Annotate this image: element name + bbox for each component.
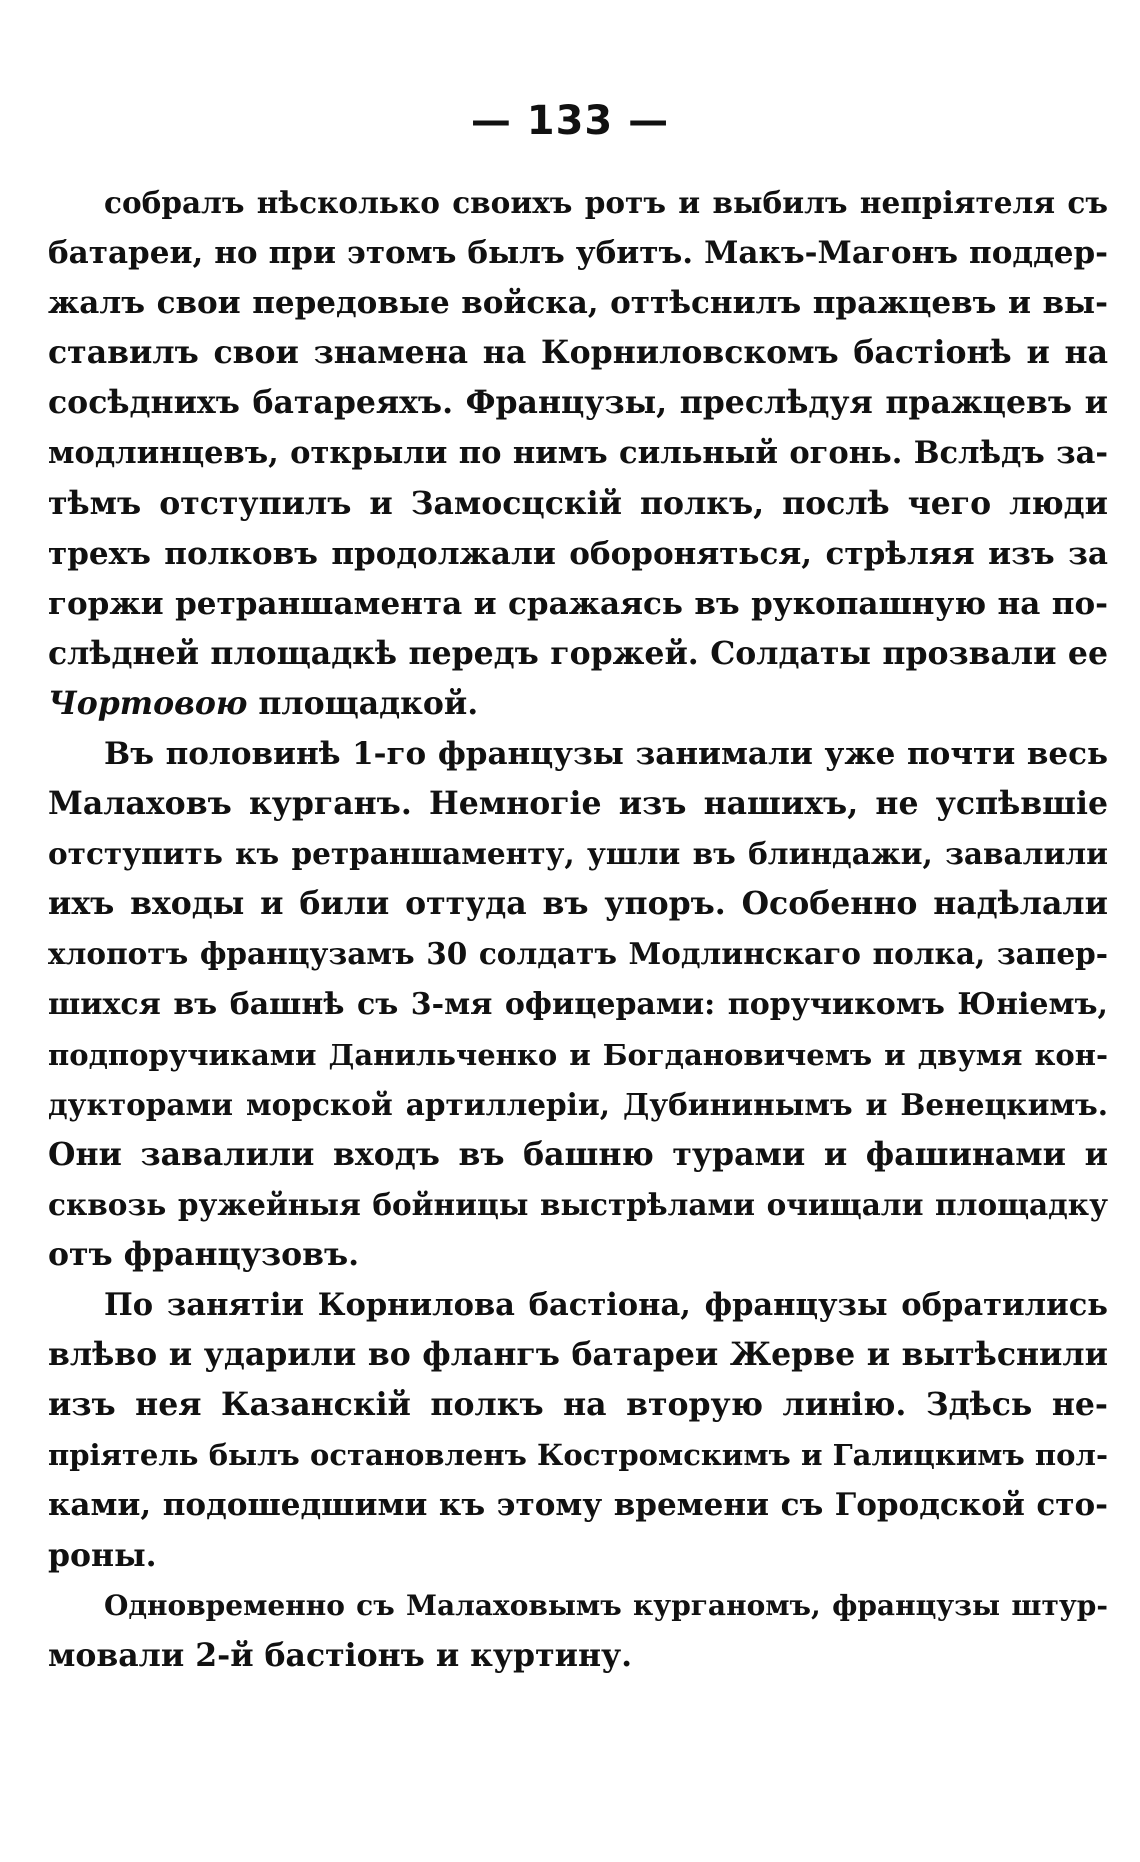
text-line [48, 1230, 1108, 1280]
text-line [48, 1280, 1108, 1330]
text-line [48, 1531, 1108, 1581]
text-line [48, 1631, 1108, 1681]
text-line [48, 1430, 1108, 1480]
text-line [48, 1080, 1108, 1130]
line-text: пріятель былъ остановленъ Костромскимъ и Галицкимъ пол- [48, 1438, 1108, 1473]
line-text: отъ французовъ. [48, 1235, 360, 1273]
text-line [48, 929, 1108, 979]
line-text: дукторами морской артиллеріи, Дубининымъ и Венецкимъ. [48, 1086, 1108, 1122]
text-line [48, 178, 1108, 228]
text-line [48, 378, 1108, 428]
text-line [48, 1330, 1108, 1380]
text-line [48, 1480, 1108, 1530]
text-line [48, 1581, 1108, 1631]
text-line [48, 1130, 1108, 1180]
line-text: площадкой. [247, 684, 479, 722]
line-text: хлопотъ французамъ 30 солдатъ Модлинскаго полка, запер- [48, 936, 1108, 972]
line-text: батареи, но при этомъ былъ убитъ. Макъ-Магонъ поддер- [48, 235, 1108, 272]
line-text: сквозь ружейныя бойницы выстрѣлами очищали площадку [48, 1186, 1108, 1222]
line-text: сосѣднихъ батареяхъ. Французы, преслѣдуя пражцевъ и [48, 384, 1108, 422]
line-text: жалъ свои передовые войска, оттѣснилъ пражцевъ и вы- [48, 285, 1108, 322]
body-text [48, 178, 1108, 1681]
line-text: слѣдней площадкѣ передъ горжей. Солдаты прозвали ее [48, 634, 1108, 672]
text-line [48, 1180, 1108, 1230]
line-text: ками, подошедшими къ этому времени съ Городской сто- [48, 1487, 1108, 1524]
line-text: горжи ретраншамента и сражаясь въ рукопашную на по- [48, 585, 1108, 622]
line-text: модлинцевъ, открыли по нимъ сильный огонь. Вслѣдъ за- [48, 435, 1108, 472]
text-line [48, 980, 1108, 1030]
text-line [48, 1380, 1108, 1430]
line-text: мовали 2-й бастіонъ и куртину. [48, 1636, 633, 1674]
text-line [48, 479, 1108, 529]
line-text: ставилъ свои знамена на Корниловскомъ бастіонѣ и на [48, 334, 1108, 372]
line-text: подпоручиками Данильченко и Богдановичемъ и двумя кон- [48, 1037, 1108, 1072]
page-number: — 133 — [470, 98, 670, 144]
line-text: собралъ нѣсколько своихъ ротъ и выбилъ непріятеля съ [104, 185, 1108, 220]
line-text: изъ нея Казанскій полкъ на вторую линію. Здѣсь не- [48, 1386, 1108, 1424]
line-text: ихъ входы и били оттуда въ упоръ. Особенно надѣлали [48, 885, 1108, 923]
text-line [48, 679, 1108, 729]
text-line [48, 428, 1108, 478]
line-text: По занятіи Корнилова бастіона, французы обратились [104, 1287, 1108, 1324]
text-line [48, 729, 1108, 779]
text-line [48, 529, 1108, 579]
line-text: отступить къ ретраншаменту, ушли въ блиндажи, завалили [48, 836, 1108, 872]
text-line [48, 1030, 1108, 1080]
line-text: шихся въ башнѣ съ 3-мя офицерами: поручикомъ Юніемъ, [48, 986, 1108, 1022]
line-text: трехъ полковъ продолжали обороняться, стрѣляя изъ за [48, 535, 1108, 572]
line-text: роны. [48, 1536, 157, 1574]
text-line [48, 829, 1108, 879]
line-text: Въ половинѣ 1-го французы занимали уже почти весь [104, 736, 1108, 773]
line-text: Одновременно съ Малаховымъ курганомъ, французы штур- [104, 1588, 1108, 1622]
text-line [48, 879, 1108, 929]
text-line [48, 228, 1108, 278]
text-line [48, 629, 1108, 679]
line-text: Они завалили входъ въ башню турами и фашинами и [48, 1135, 1108, 1173]
italic-term: Чортовою [48, 684, 248, 722]
line-text: тѣмъ отступилъ и Замосцскій полкъ, послѣ чего люди [48, 484, 1108, 522]
text-line [48, 328, 1108, 378]
text-line [48, 779, 1108, 829]
line-text: Малаховъ курганъ. Немногіе изъ нашихъ, не успѣвшіе [48, 785, 1108, 823]
text-line [48, 579, 1108, 629]
text-line [48, 278, 1108, 328]
line-text: влѣво и ударили во флангъ батареи Жерве и вытѣснили [48, 1336, 1108, 1374]
